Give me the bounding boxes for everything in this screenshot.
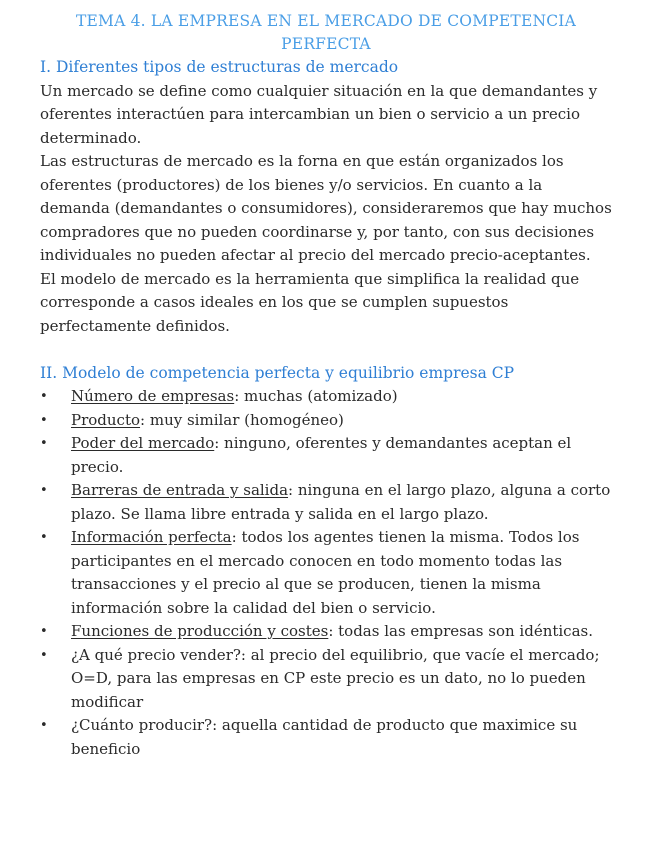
bullet-text: : ninguna en el largo plazo, alguna a corto plazo. Se llama libre entrada y salida en el largo plazo. bbox=[71, 481, 611, 523]
section-spacer bbox=[40, 338, 612, 362]
document-title: TEMA 4. LA EMPRESA EN EL MERCADO DE COMPETENCIA PERFECTA bbox=[75, 12, 577, 53]
paragraph-market-definition: Un mercado se define como cualquier situación en la que demandantes y oferentes interactúen para intercambian un bien o servicio a un precio determinado. bbox=[40, 81, 598, 147]
list-item bbox=[40, 714, 612, 761]
list-item bbox=[40, 479, 612, 526]
bullet-icon: • bbox=[40, 647, 48, 663]
bullet-icon: • bbox=[40, 530, 48, 545]
bullet-text: : muy similar (homogéneo) bbox=[140, 410, 344, 429]
section-heading-2: II. Modelo de competencia perfecta y equilibrio empresa CP bbox=[40, 363, 515, 382]
bullet-icon: • bbox=[40, 483, 48, 498]
section-heading-1: I. Diferentes tipos de estructuras de mercado bbox=[40, 58, 399, 76]
bullet-icon: • bbox=[40, 436, 48, 451]
bullet-list bbox=[40, 385, 612, 761]
bullet-text: ¿A qué precio vender?: al precio del equilibrio, que vacíe el mercado; O=D, para las empresas en CP este precio es un dato, no lo pueden modificar bbox=[71, 645, 600, 711]
bullet-term: Funciones de producción y costes bbox=[71, 622, 329, 640]
paragraph-market-model: El modelo de mercado es la herramienta que simplifica la realidad que corresponde a casos ideales en los que se cumplen supuestos perfectamente definidos. bbox=[40, 269, 580, 335]
bullet-term: Producto bbox=[71, 410, 141, 429]
bullet-icon: • bbox=[40, 389, 48, 404]
bullet-text: : todos los agentes tienen la misma. Todos los participantes en el mercado conocen en todo momento todas las transacciones y el precio al que se producen, tienen la misma información sobre la calidad del bien o servicio. bbox=[71, 528, 580, 617]
bullet-term: Número de empresas bbox=[71, 387, 235, 405]
paragraph-market-structures: Las estructuras de mercado es la forna en que están organizados los oferentes (productores) de los bienes y/o servicios. En cuanto a la demanda (demandantes o consumidores), consideraremos que hay muchos compradores que no pueden coordinarse y, por tanto, con sus decisiones individuales no pueden afectar al precio del mercado precio-aceptantes. bbox=[40, 152, 612, 264]
bullet-text: ¿Cuánto producir?: aquella cantidad de producto que maximice su beneficio bbox=[71, 716, 578, 758]
bullet-text: : muchas (atomizado) bbox=[234, 387, 398, 405]
bullet-term: Barreras de entrada y salida bbox=[71, 481, 289, 499]
list-item bbox=[40, 385, 612, 409]
bullet-icon: • bbox=[40, 718, 48, 733]
list-item bbox=[40, 644, 612, 715]
bullet-term: Poder del mercado bbox=[71, 434, 215, 452]
list-item bbox=[40, 526, 612, 620]
list-item bbox=[40, 409, 612, 433]
bullet-icon: • bbox=[40, 412, 48, 428]
bullet-term: Información perfecta bbox=[71, 528, 232, 546]
list-item bbox=[40, 432, 612, 479]
list-item bbox=[40, 620, 612, 644]
bullet-text: : todas las empresas son idénticas. bbox=[328, 622, 593, 640]
bullet-icon: • bbox=[40, 624, 48, 639]
bullet-text: : ninguno, oferentes y demandantes aceptan el precio. bbox=[71, 434, 572, 476]
